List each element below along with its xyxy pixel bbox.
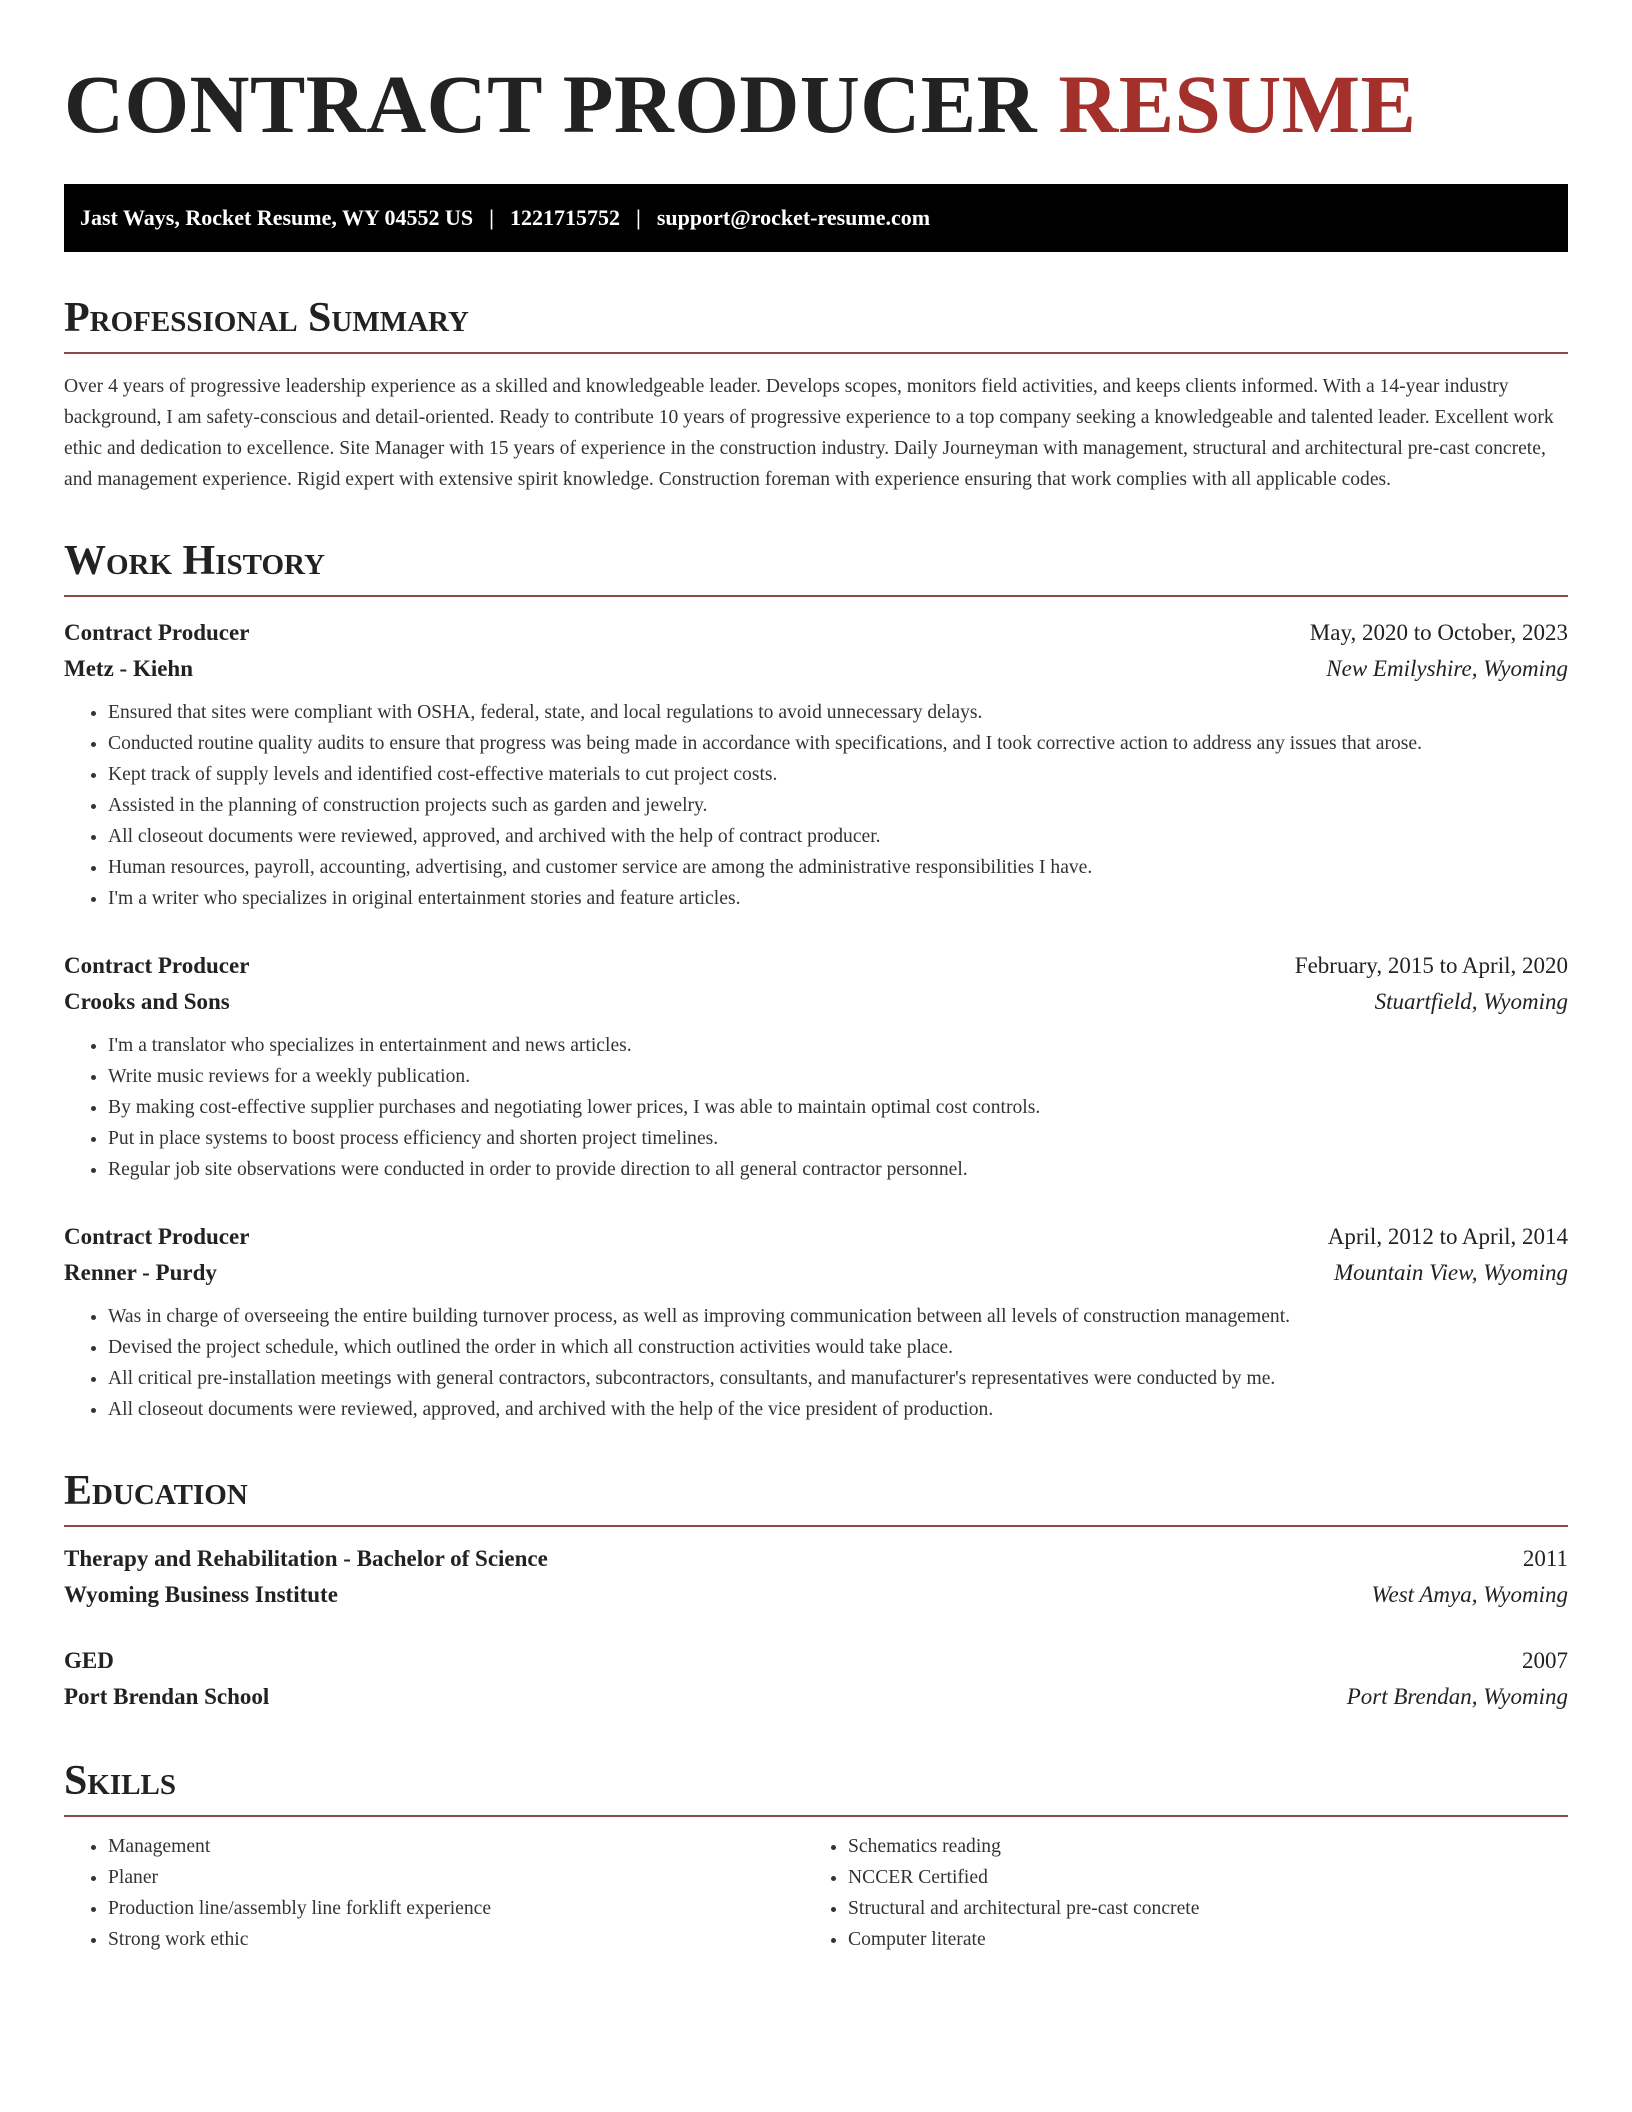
contact-bar <box>64 184 1568 252</box>
job-entry <box>64 615 1568 914</box>
education-entry <box>64 1643 1568 1715</box>
job-dates: May, 2020 to October, 2023 <box>1309 620 1568 645</box>
job-entry <box>64 948 1568 1185</box>
job-location: Mountain View, Wyoming <box>1333 1260 1568 1285</box>
skill-item: • NCCER Certified <box>848 1862 1544 1893</box>
skills-column-right <box>804 1831 1544 1955</box>
skills-column-left <box>64 1831 804 1955</box>
job-entry <box>64 1219 1568 1425</box>
title-main: CONTRACT PRODUCER <box>64 58 1038 150</box>
job-bullet: • All critical pre-installation meetings with general contractors, subcontractors, consultants, and manufacturer's representatives were conducted by me. <box>108 1363 1568 1394</box>
education-location: Port Brendan, Wyoming <box>1346 1684 1568 1709</box>
job-bullet: • I'm a writer who specializes in original entertainment stories and feature articles. <box>108 883 1568 914</box>
education-degree: Therapy and Rehabilitation - Bachelor of Science <box>64 1546 548 1571</box>
skill-item: • Schematics reading <box>848 1831 1544 1862</box>
education-degree: GED <box>64 1648 114 1673</box>
contact-separator: | <box>636 205 641 230</box>
job-dates: April, 2012 to April, 2014 <box>1327 1224 1568 1249</box>
job-location: Stuartfield, Wyoming <box>1374 989 1568 1014</box>
education-entry <box>64 1541 1568 1613</box>
skill-item: • Planer <box>108 1862 804 1893</box>
job-title: Contract Producer <box>64 953 250 978</box>
education-school: Port Brendan School <box>64 1684 270 1709</box>
job-location: New Emilyshire, Wyoming <box>1326 656 1568 681</box>
job-bullet: • Write music reviews for a weekly publication. <box>108 1061 1568 1092</box>
job-bullet: • Kept track of supply levels and identified cost-effective materials to cut project costs. <box>108 759 1568 790</box>
skills-list <box>64 1831 1568 1955</box>
skill-item: • Structural and architectural pre-cast concrete <box>848 1893 1544 1924</box>
skill-item: • Strong work ethic <box>108 1924 804 1955</box>
contact-address: Jast Ways, Rocket Resume, WY 04552 US <box>80 205 474 230</box>
job-bullet: • Assisted in the planning of construction projects such as garden and jewelry. <box>108 790 1568 821</box>
education-year: 2007 <box>1522 1648 1568 1673</box>
job-title: Contract Producer <box>64 1224 250 1249</box>
education-school: Wyoming Business Institute <box>64 1582 338 1607</box>
job-bullets <box>64 1301 1568 1425</box>
skill-item: • Production line/assembly line forklift experience <box>108 1893 804 1924</box>
job-dates: February, 2015 to April, 2020 <box>1294 953 1568 978</box>
job-company: Renner - Purdy <box>64 1260 217 1285</box>
skill-item: • Computer literate <box>848 1924 1544 1955</box>
job-bullets <box>64 697 1568 914</box>
section-heading-work-history: Work History <box>64 539 1568 597</box>
job-title: Contract Producer <box>64 620 250 645</box>
job-bullet: • Ensured that sites were compliant with OSHA, federal, state, and local regulations to avoid unnecessary delays. <box>108 697 1568 728</box>
job-bullet: • All closeout documents were reviewed, approved, and archived with the help of contract producer. <box>108 821 1568 852</box>
title-accent: RESUME <box>1058 58 1417 150</box>
job-bullet: • Human resources, payroll, accounting, advertising, and customer service are among the administrative responsibilities I have. <box>108 852 1568 883</box>
section-heading-summary: Professional Summary <box>64 296 1568 354</box>
page-title <box>64 54 1568 154</box>
job-bullet: • Devised the project schedule, which outlined the order in which all construction activities would take place. <box>108 1332 1568 1363</box>
job-company: Crooks and Sons <box>64 989 230 1014</box>
contact-phone: 1221715752 <box>510 205 621 230</box>
contact-separator: | <box>489 205 495 230</box>
contact-email[interactable]: support@rocket-resume.com <box>656 205 931 230</box>
job-bullet: • All closeout documents were reviewed, approved, and archived with the help of the vice president of production. <box>108 1394 1568 1425</box>
job-bullet: • Put in place systems to boost process efficiency and shorten project timelines. <box>108 1123 1568 1154</box>
summary-text: Over 4 years of progressive leadership experience as a skilled and knowledgeable leader. Develops scopes, monitors field activities, and keeps clients informed. With a 14-year industry background, I am safety-conscious and detail-oriented. Ready to contribute 10 years of progressive experience to a top company seeking a knowledgeable and talented leader. Excellent work ethic and dedication to excellence. Site Manager with 15 years of experience in the construction industry. Daily Journeyman with management, structural and architectural pre-cast concrete, and management experience. Rigid expert with extensive spirit knowledge. Construction foreman with experience ensuring that work complies with all applicable codes. <box>64 376 1554 490</box>
job-bullet: • Regular job site observations were conducted in order to provide direction to all general contractor personnel. <box>108 1154 1568 1185</box>
skill-item: • Management <box>108 1831 804 1862</box>
job-bullet: • I'm a translator who specializes in entertainment and news articles. <box>108 1030 1568 1061</box>
job-bullet: • Conducted routine quality audits to ensure that progress was being made in accordance with specifications, and I took corrective action to address any issues that arose. <box>108 728 1568 759</box>
job-company: Metz - Kiehn <box>64 656 194 681</box>
education-year: 2011 <box>1522 1546 1568 1571</box>
section-heading-education: Education <box>64 1469 1568 1527</box>
section-heading-skills: Skills <box>64 1759 1568 1817</box>
education-location: West Amya, Wyoming <box>1371 1582 1568 1607</box>
job-bullet: • By making cost-effective supplier purchases and negotiating lower prices, I was able to maintain optimal cost controls. <box>108 1092 1568 1123</box>
job-bullets <box>64 1030 1568 1185</box>
job-bullet: • Was in charge of overseeing the entire building turnover process, as well as improving communication between all levels of construction management. <box>108 1301 1568 1332</box>
